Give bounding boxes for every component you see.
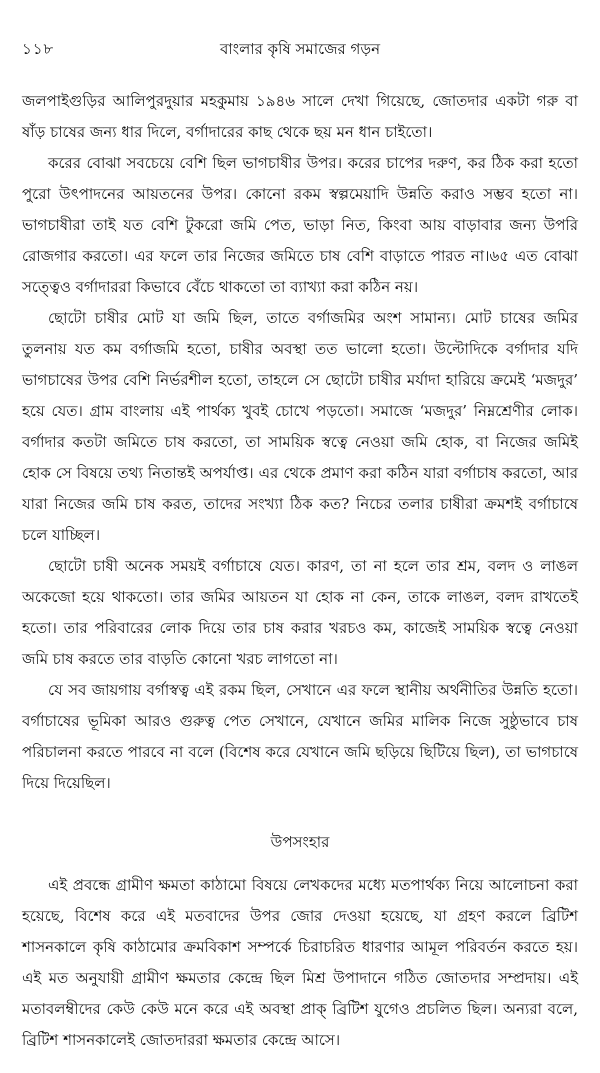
paragraph-2: করের বোঝা সবচেয়ে বেশি ছিল ভাগচাষীর উপর। করের চাপের দরুণ, কর ঠিক করা হতো পুরো উৎপাদনের আয়তনের উপর। কোনো রকম স্বল্পমেয়াদি উন্নতি করাও সম্ভব হতো না। ভাগচাষীরা তাই যত বেশি টুকরো জমি পেত, ভাড়া নিত, কিংবা আয় বাড়াবার জন্য উপরি রোজগার করতো। এর ফলে তার নিজের জমিতে চাষ বেশি বাড়াতে পারত না।৬৫ এত বোঝা সত্ত্বেও বর্গাদাররা কিভাবে বেঁচে থাকতো তা ব্যাখ্যা করা কঠিন নয়।: [22, 154, 578, 296]
page-header: [22, 28, 578, 62]
page-number: ১১৮: [22, 40, 55, 58]
paragraph-3: ছোটো চাষীর মোট যা জমি ছিল, তাতে বর্গাজমির অংশ সামান্য। মোট চাষের জমির তুলনায় যত কম বর্গাজমি হতো, চাষীর অবস্থা তত ভালো হতো। উল্টোদিকে বর্গাদার যদি ভাগচাষের উপর বেশি নির্ভরশীল হতো, তাহলে সে ছোটো চাষীর মর্যাদা হারিয়ে ক্রমেই ‘মজদুর’ হয়ে যেত। গ্রাম বাংলায় এই পার্থক্য খুবই চোখে পড়তো। সমাজে ‘মজদুর’ নিম্নশ্রেণীর লোক। বর্গাদার কতটা জমিতে চাষ করতো, তা সাময়িক স্বত্বে নেওয়া জমি হোক, বা নিজের জমিই হোক সে বিষয়ে তথ্য নিতান্তই অপর্যাপ্ত। এর থেকে প্রমাণ করা কঠিন যারা বর্গাচাষ করতো, আর যারা নিজের জমি চাষ করত, তাদের সংখ্যা ঠিক কত? নিচের তলার চাষীরা ক্রমশই বর্গাচাষে চলে যাচ্ছিল।: [22, 309, 578, 544]
running-title: বাংলার কৃষি সমাজের গড়ন: [219, 40, 381, 58]
conclusion-paragraph: এই প্রবন্ধে গ্রামীণ ক্ষমতা কাঠামো বিষয়ে লেখকদের মধ্যে মতপার্থক্য নিয়ে আলোচনা করা হয়েছে, বিশেষ করে এই মতবাদের উপর জোর দেওয়া হয়েছে, যা গ্রহণ করলে ব্রিটিশ শাসনকালে কৃষি কাঠামোর ক্রমবিকাশ সম্পর্কে চিরাচরিত ধারণার আমূল পরিবর্তন করতে হয়। এই মত অনুযায়ী গ্রামীণ ক্ষমতার কেন্দ্রে ছিল মিশ্র উপাদানে গঠিত জোতদার সম্প্রদায়। এই মতাবলম্বীদের কেউ কেউ মনে করে এই অবস্থা প্রাক্ ব্রিটিশ যুগেও প্রচলিত ছিল। অন্যরা বলে, ব্রিটিশ শাসনকালেই জোতদাররা ক্ষমতার কেন্দ্রে আসে।: [22, 876, 578, 1049]
paragraph-5: যে সব জায়গায় বর্গাস্বত্ব এই রকম ছিল, সেখানে এর ফলে স্থানীয় অর্থনীতির উন্নতি হতো। বর্গাচাষের ভূমিকা আরও গুরুত্ব পেত সেখানে, যেখানে জমির মালিক নিজে সুষ্ঠুভাবে চাষ পরিচালনা করতে পারবে না বলে (বিশেষ করে যেখানে জমি ছড়িয়ে ছিটিয়ে ছিল), তা ভাগচাষে দিয়ে দিয়েছিল।: [22, 681, 578, 792]
paragraph-4: ছোটো চাষী অনেক সময়ই বর্গাচাষে যেত। কারণ, তা না হলে তার শ্রম, বলদ ও লাঙল অকেজো হয়ে থাকতো। তার জমির আয়তন যা হোক না কেন, তাকে লাঙল, বলদ রাখতেই হতো। তার পরিবারের লোক দিয়ে তার চাষ করার খরচও কম, কাজেই সাময়িক স্বত্বে নেওয়া জমি চাষ করতে তার বাড়তি কোনো খরচ লাগতো না।: [22, 557, 578, 668]
section-heading: উপসংহার: [270, 833, 330, 851]
paragraph-1: জলপাইগুড়ির আলিপুরদুয়ার মহকুমায় ১৯৪৬ সালে দেখা গিয়েছে, জোতদার একটা গরু বা ষাঁড় চাষের জন্য ধার দিলে, বর্গাদারের কাছ থেকে ছয় মন ধান চাইতো।: [22, 92, 578, 141]
body-text: [22, 86, 578, 1056]
